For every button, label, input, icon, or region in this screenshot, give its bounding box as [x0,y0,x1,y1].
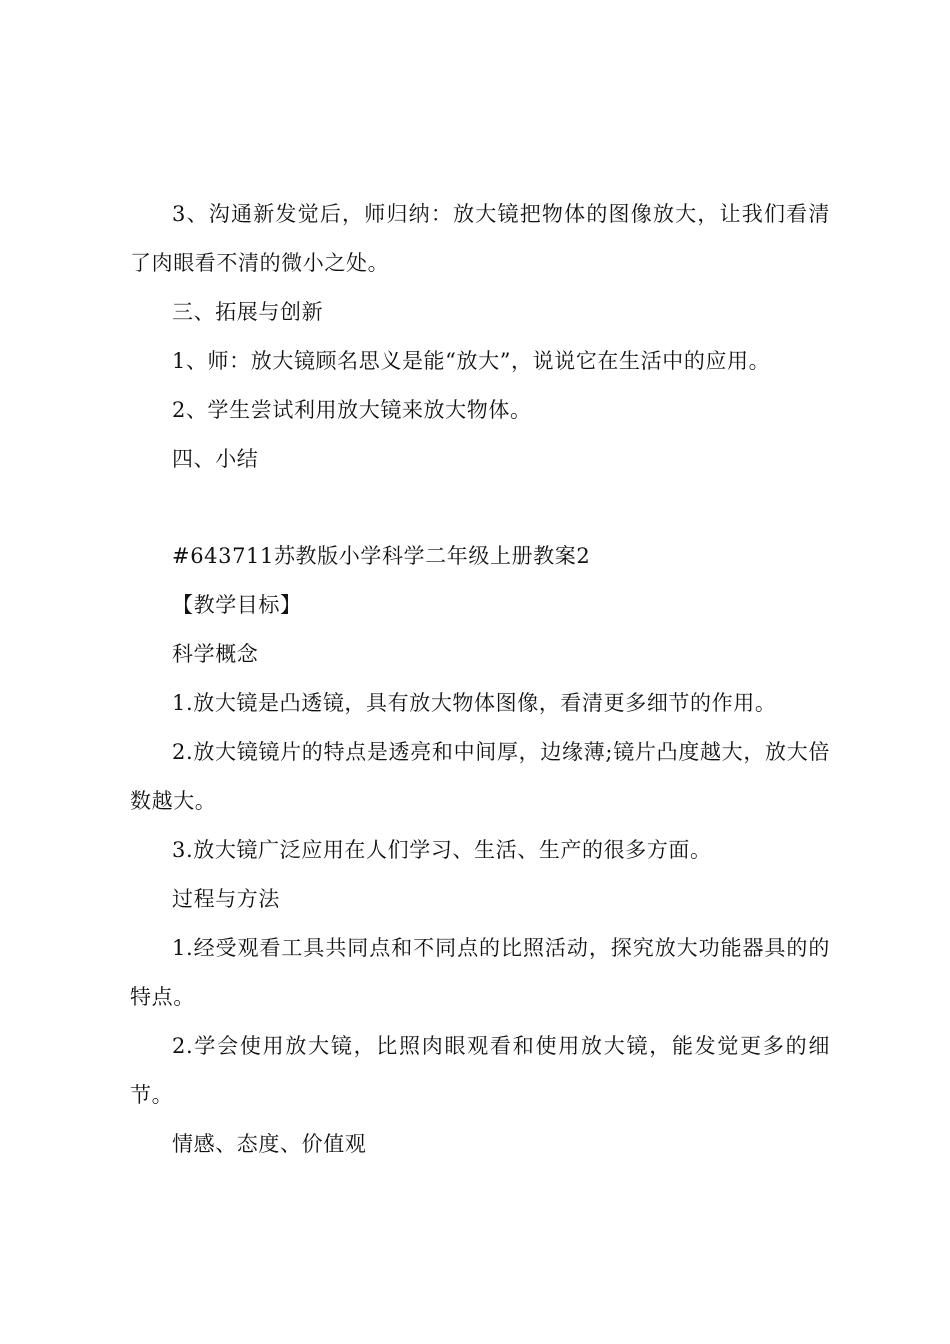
section-heading: 四、小结 [172,447,259,471]
section-heading: 三、拓展与创新 [172,300,324,324]
paragraph: 2.学会使用放大镜，比照肉眼观看和使用放大镜，能发觉更多的细节。 [130,1034,830,1107]
paragraph: 1.经受观看工具共同点和不同点的比照活动，探究放大功能器具的的特点。 [130,936,830,1009]
subsection-heading: 过程与方法 [172,887,280,911]
subsection-heading: 科学概念 [172,642,259,666]
document-body [130,190,830,1169]
paragraph: 3.放大镜广泛应用在人们学习、生活、生产的很多方面。 [172,838,712,862]
paragraph: 3、沟通新发觉后，师归纳：放大镜把物体的图像放大，让我们看清了肉眼看不清的微小之处。 [130,202,830,275]
paragraph: 1.放大镜是凸透镜，具有放大物体图像，看清更多细节的作用。 [172,691,777,715]
subsection-heading: 情感、态度、价值观 [172,1132,367,1156]
paragraph: 2、学生尝试利用放大镜来放大物体。 [172,398,532,422]
paragraph: 2.放大镜镜片的特点是透亮和中间厚，边缘薄;镜片凸度越大，放大倍数越大。 [130,740,830,813]
section-spacer [130,484,830,532]
section-heading: 【教学目标】 [172,593,302,617]
document-title: #643711苏教版小学科学二年级上册教案2 [172,544,591,568]
paragraph: 1、师：放大镜顾名思义是能“放大”，说说它在生活中的应用。 [172,349,771,373]
